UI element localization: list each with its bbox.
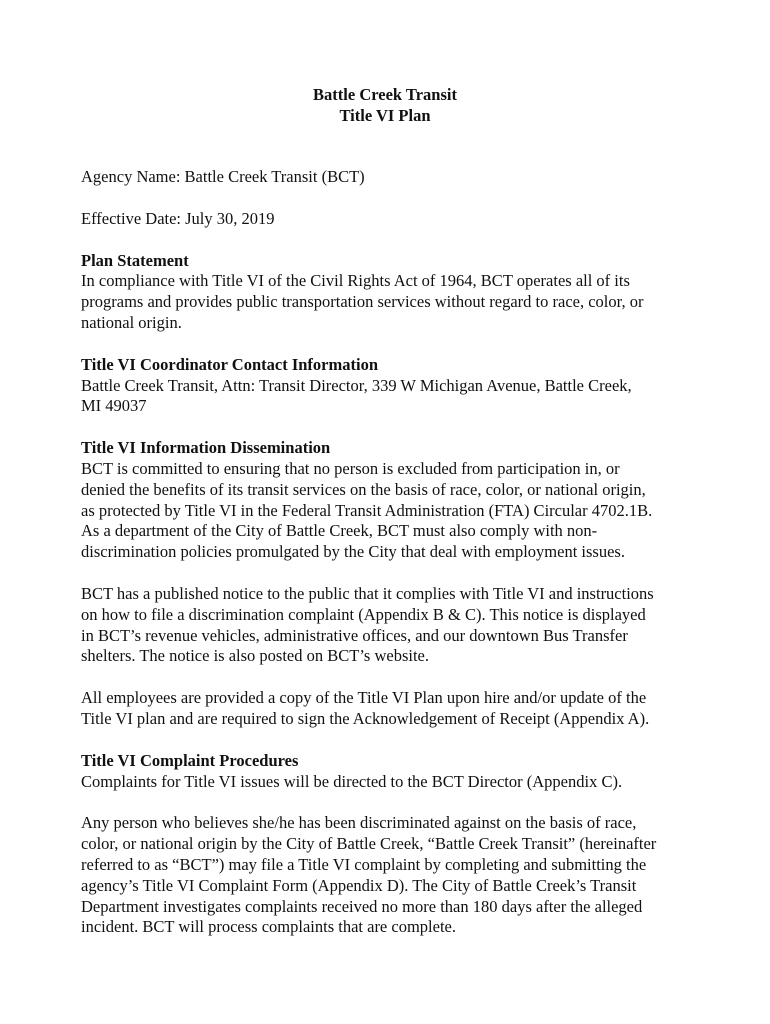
paragraph-line: Battle Creek Transit, Attn: Transit Director, 339 W Michigan Avenue, Battle Creek, xyxy=(81,375,632,395)
effective-date-line xyxy=(81,209,721,230)
paragraph-line: Department investigates complaints received no more than 180 days after the alleged xyxy=(81,896,643,916)
paragraph-line: BCT has a published notice to the public that it complies with Title VI and instructions xyxy=(81,583,654,603)
paragraph-line: In compliance with Title VI of the Civil Rights Act of 1964, BCT operates all of its xyxy=(81,271,630,291)
paragraph-line: agency’s Title VI Complaint Form (Appendix D). The City of Battle Creek’s Transit xyxy=(81,875,637,895)
section-heading: Plan Statement xyxy=(81,250,189,270)
document-title-line: Battle Creek Transit xyxy=(313,85,457,104)
paragraph-line: Any person who believes she/he has been discriminated against on the basis of race, xyxy=(81,813,637,833)
paragraph-line: in BCT’s revenue vehicles, administrative offices, and our downtown Bus Transfer xyxy=(81,625,628,645)
document-subtitle-line: Title VI Plan xyxy=(339,106,431,125)
paragraph-line: programs and provides public transportation services without regard to race, color, or xyxy=(81,292,644,312)
section-heading: Title VI Coordinator Contact Information xyxy=(81,354,378,374)
paragraph-complaint-filing xyxy=(81,813,721,938)
section-heading: Title VI Complaint Procedures xyxy=(81,750,299,770)
effective-date-text: Effective Date: July 30, 2019 xyxy=(81,208,275,228)
agency-name-line xyxy=(81,167,721,188)
paragraph-line: BCT is committed to ensuring that no person is excluded from participation in, or xyxy=(81,458,620,478)
paragraph-employees xyxy=(81,688,721,730)
paragraph-line: As a department of the City of Battle Creek, BCT must also comply with non- xyxy=(81,521,598,541)
paragraph-line: national origin. xyxy=(81,312,182,332)
paragraph-line: Title VI plan and are required to sign the Acknowledgement of Receipt (Appendix A). xyxy=(81,708,650,728)
paragraph-line: Complaints for Title VI issues will be directed to the BCT Director (Appendix C). xyxy=(81,771,623,791)
paragraph-line: incident. BCT will process complaints that are complete. xyxy=(81,917,456,937)
section-heading: Title VI Information Dissemination xyxy=(81,438,331,458)
section-information-dissemination xyxy=(81,438,721,563)
section-coordinator-contact xyxy=(81,355,721,417)
section-complaint-procedures xyxy=(81,751,721,793)
paragraph-line: MI 49037 xyxy=(81,396,147,416)
paragraph-line: All employees are provided a copy of the Title VI Plan upon hire and/or update of the xyxy=(81,688,647,708)
paragraph-line: color, or national origin by the City of Battle Creek, “Battle Creek Transit” (hereinafter xyxy=(81,834,657,854)
paragraph-line: discrimination policies promulgated by the City that deal with employment issues. xyxy=(81,542,625,562)
section-plan-statement xyxy=(81,251,721,334)
paragraph-line: on how to file a discrimination complaint (Appendix B & C). This notice is displayed xyxy=(81,604,646,624)
paragraph-line: as protected by Title VI in the Federal Transit Administration (FTA) Circular 4702.1B. xyxy=(81,500,653,520)
document-body xyxy=(81,167,721,959)
paragraph-published-notice xyxy=(81,584,721,667)
paragraph-line: referred to as “BCT”) may file a Title VI complaint by completing and submitting the xyxy=(81,854,647,874)
paragraph-line: shelters. The notice is also posted on BCT’s website. xyxy=(81,646,429,666)
paragraph-line: denied the benefits of its transit services on the basis of race, color, or national origin, xyxy=(81,479,646,499)
document-title xyxy=(0,84,770,126)
agency-name-text: Agency Name: Battle Creek Transit (BCT) xyxy=(81,167,365,186)
